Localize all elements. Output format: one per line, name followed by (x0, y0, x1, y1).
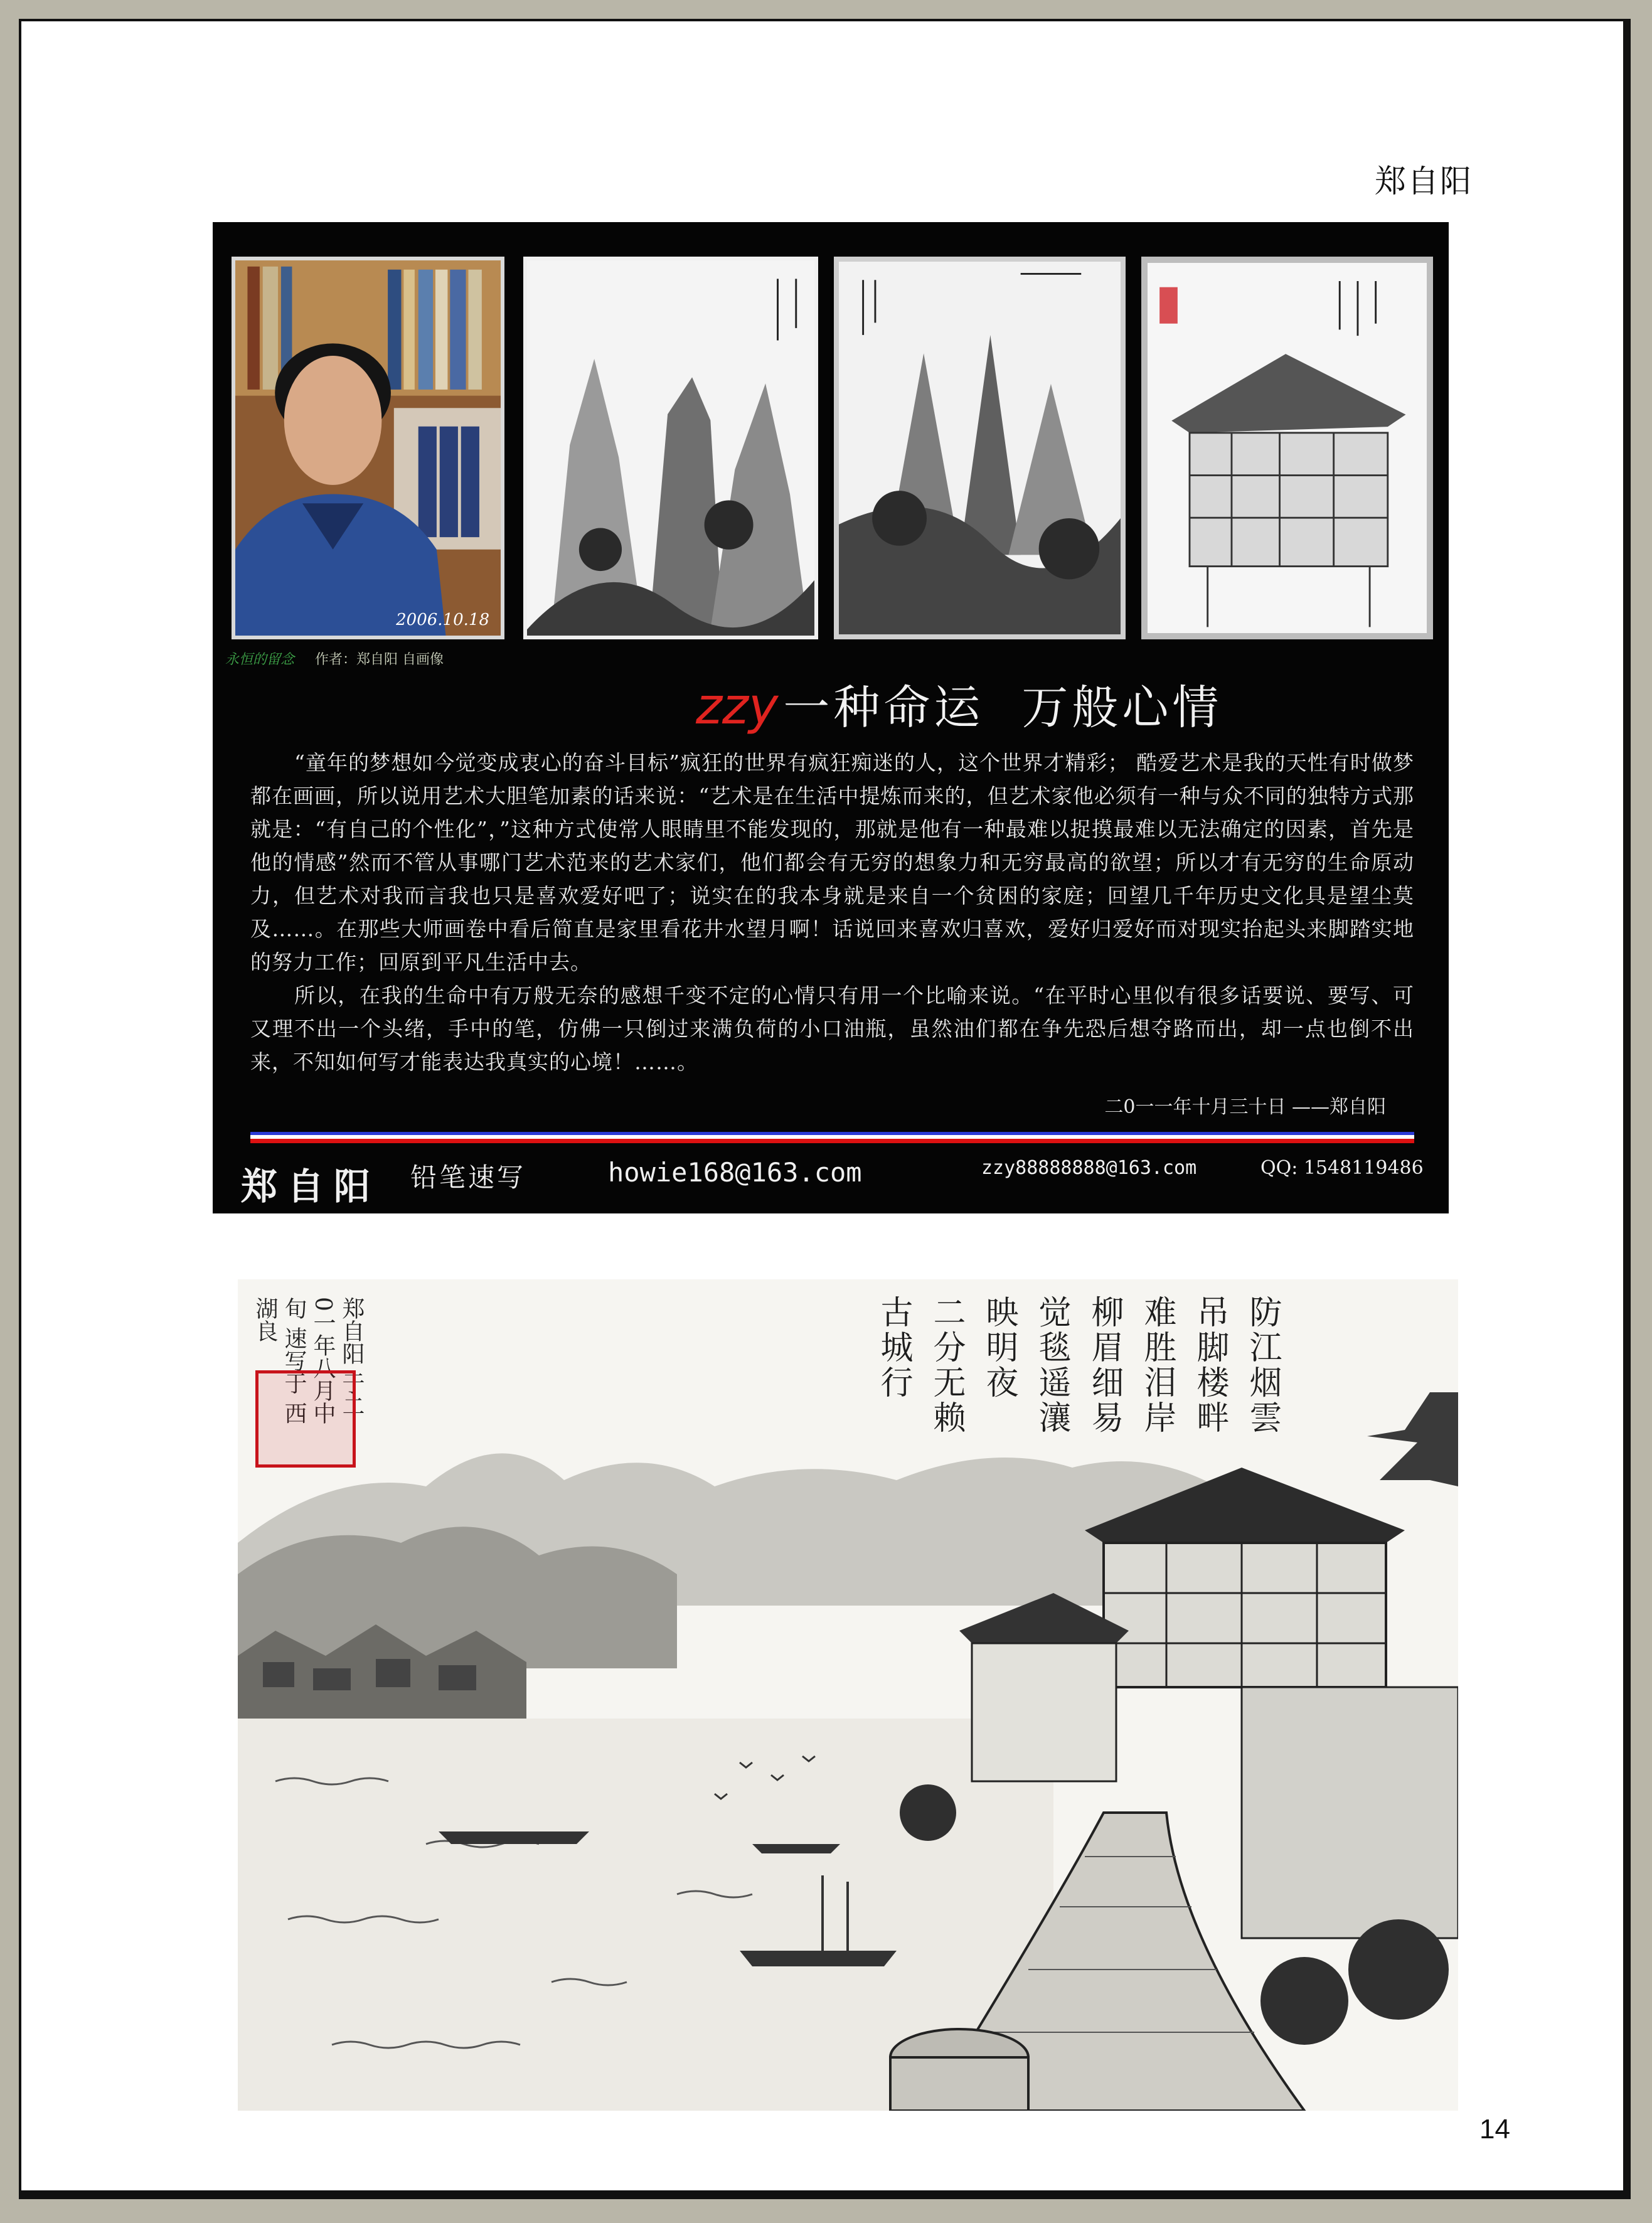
caption-meta: 作者：郑自阳 自画像 (315, 652, 444, 668)
portrait-image (235, 260, 501, 636)
essay-paragraph: “童年的梦想如今觉变成衷心的奋斗目标”疯狂的世界有疯狂痴迷的人，这个世界才精彩； 酷爱艺术是我的天性有时做梦都在画画，所以说用艺术大胆笔加素的话来说：“艺术是在生活中提炼而来的，但艺术家他必须有一种与众不同的独特方式那就是：“有自己的个性化”，”这种方式使常人眼睛里不能发现的，那就是他有一种最难以捉摸最难以无法确定的因素，首先是他的情感”然而不管从事哪门艺术范来的艺术家们，他们都会有无穷的想象力和无穷最高的欲望；所以才有无穷的生命原动力，但艺术对我而言我也只是喜欢爱好吧了；说实在的我本身就是来自一个贫困的家庭；回望几千年历史文化具是望尘莫及……。在那些大师画卷中看后简直是家里看花井水望月啊！话说回来喜欢归喜欢，爱好归爱好而对现实抬起头来脚踏实地的努力工作；回原到平凡生活中去。 (250, 750, 1414, 974)
ink-sketch-building (1141, 257, 1433, 639)
poem-column: 难胜泪岸 (1138, 1295, 1176, 1436)
red-seal-stamp (255, 1370, 356, 1468)
sketch-image (1148, 263, 1427, 633)
inscription-column: 郑自阳 (339, 1297, 365, 1365)
poem-inscription (867, 1295, 1289, 1458)
poster-title (696, 671, 1222, 737)
poem-column: 柳眉细易 (1085, 1295, 1123, 1436)
title-part-2: 万般心情 (1021, 681, 1223, 735)
ink-landscape-painting (238, 1279, 1458, 2111)
portrait-date: 2006.10.18 (396, 610, 489, 629)
sketch-image (527, 260, 814, 636)
footer-subtitle: 铅笔速写 (410, 1162, 526, 1193)
footer-email-1: howie168@163.com (608, 1157, 862, 1188)
divider-stripes (250, 1132, 1414, 1143)
sketch-image (839, 262, 1121, 634)
title-latin: zzy (696, 677, 779, 735)
poem-column: 吊脚楼畔 (1191, 1295, 1228, 1436)
ink-sketch-mountains-2 (834, 257, 1126, 639)
footer-email-2: zzy88888888@163.com (981, 1157, 1197, 1179)
inscription-column: 西湖良 (252, 1297, 307, 1424)
poem-column: 二分无赖古城行 (875, 1295, 965, 1436)
inscription-column: 速写于 (281, 1326, 307, 1395)
page-number: 14 (1479, 2114, 1510, 2145)
poem-column: 觉毯遥瀼 (1033, 1295, 1070, 1436)
ink-sketch-mountains-1 (523, 257, 818, 639)
caption-title: 永恒的留念 (225, 652, 295, 668)
header-author: 郑自阳 (1375, 163, 1473, 200)
title-part-1: 一种命运 (783, 681, 984, 735)
self-portrait-photo (232, 257, 504, 639)
footer-name: 郑自阳 (241, 1165, 381, 1208)
portrait-caption (225, 649, 444, 668)
footer-qq: QQ: 1548119486 (1260, 1157, 1424, 1179)
document-page (19, 19, 1631, 2199)
poem-column: 映明夜 (980, 1295, 1018, 1400)
essay-signature: 二0一一年十月三十日 ——郑自阳 (1104, 1096, 1386, 1118)
essay-paragraph: 所以，在我的生命中有万般无奈的感想千变不定的心情只有用一个比喻来说。“在平时心里似有很多话要说、要写、可又理不出一个头绪，手中的笔，仿佛一只倒过来满负荷的小口油瓶，虽然油们都在争先恐后想夺路而出，却一点也倒不出来，不知如何写才能表达我真实的心境！……。 (250, 983, 1414, 1074)
artist-poster (213, 222, 1449, 1213)
poem-column: 防江烟雲 (1244, 1295, 1281, 1436)
inscription-column: 于二0一年八月中旬 (281, 1297, 365, 1424)
artist-essay (250, 746, 1414, 1079)
